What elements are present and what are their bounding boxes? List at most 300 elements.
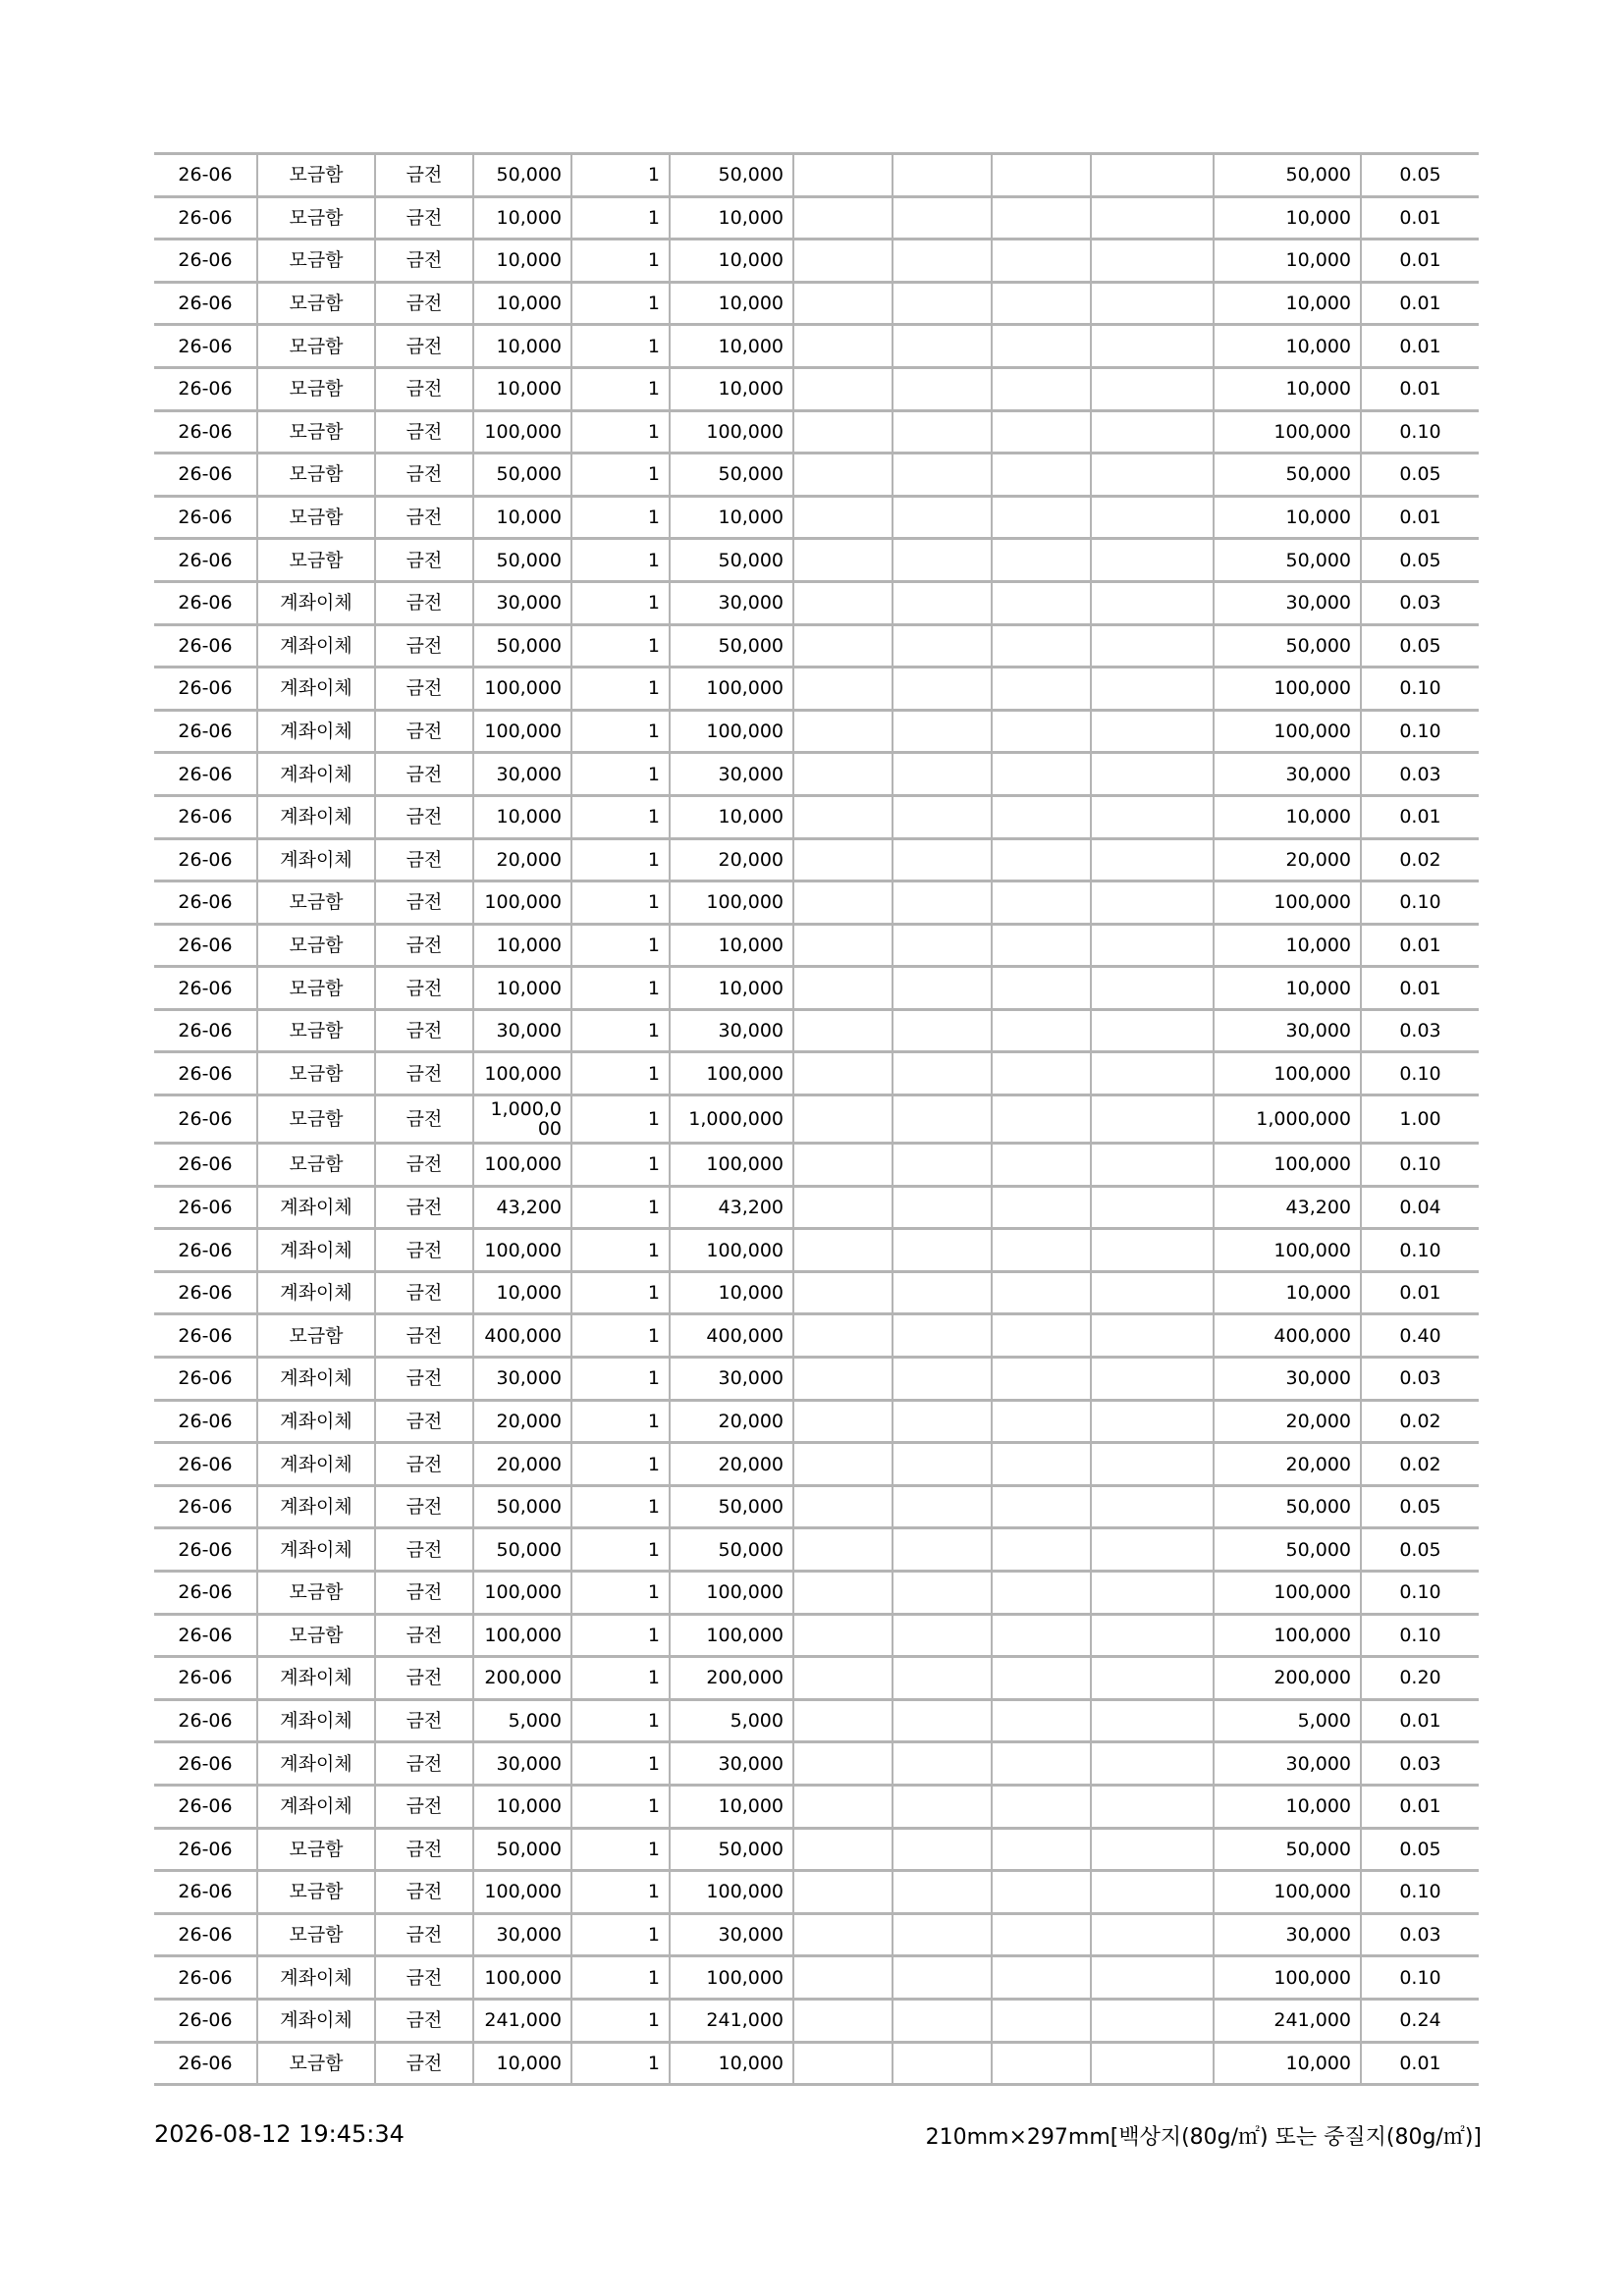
cell-blank-4 <box>1091 1785 1214 1828</box>
cell-total: 100,000 <box>1214 710 1361 753</box>
cell-amount: 30,000 <box>670 1742 793 1786</box>
cell-type: 금전 <box>375 1314 473 1358</box>
cell-total: 10,000 <box>1214 196 1361 240</box>
table-row <box>154 410 1479 454</box>
cell-month: 26-06 <box>154 2042 257 2085</box>
cell-amount: 100,000 <box>670 881 793 925</box>
cell-amount: 50,000 <box>670 1485 793 1528</box>
cell-unit-amount: 100,000 <box>473 1052 571 1095</box>
cell-amount: 10,000 <box>670 1785 793 1828</box>
cell-blank-3 <box>992 1400 1091 1443</box>
cell-blank-2 <box>893 1052 992 1095</box>
cell-quantity: 1 <box>571 624 670 667</box>
cell-blank-1 <box>793 1144 893 1187</box>
cell-total: 20,000 <box>1214 1443 1361 1486</box>
table-row <box>154 1657 1479 1700</box>
cell-method: 계좌이체 <box>257 1528 375 1572</box>
cell-quantity: 1 <box>571 240 670 283</box>
cell-blank-3 <box>992 1443 1091 1486</box>
cell-blank-3 <box>992 1999 1091 2042</box>
cell-month: 26-06 <box>154 367 257 410</box>
cell-ratio: 0.01 <box>1361 325 1479 368</box>
table-row <box>154 1785 1479 1828</box>
cell-quantity: 1 <box>571 154 670 197</box>
cell-blank-1 <box>793 753 893 796</box>
cell-ratio: 0.01 <box>1361 1785 1479 1828</box>
cell-blank-4 <box>1091 581 1214 624</box>
cell-blank-4 <box>1091 410 1214 454</box>
cell-blank-3 <box>992 539 1091 582</box>
cell-blank-4 <box>1091 1614 1214 1657</box>
table-row <box>154 1400 1479 1443</box>
cell-unit-amount: 241,000 <box>473 1999 571 2042</box>
cell-ratio: 0.10 <box>1361 1871 1479 1914</box>
cell-method: 계좌이체 <box>257 1229 375 1272</box>
cell-amount: 50,000 <box>670 539 793 582</box>
cell-total: 100,000 <box>1214 410 1361 454</box>
cell-method: 계좌이체 <box>257 624 375 667</box>
cell-total: 10,000 <box>1214 367 1361 410</box>
cell-blank-1 <box>793 2042 893 2085</box>
cell-blank-1 <box>793 1871 893 1914</box>
cell-type: 금전 <box>375 881 473 925</box>
cell-method: 계좌이체 <box>257 1999 375 2042</box>
cell-quantity: 1 <box>571 1229 670 1272</box>
cell-blank-2 <box>893 795 992 838</box>
cell-blank-1 <box>793 1009 893 1052</box>
cell-method: 계좌이체 <box>257 710 375 753</box>
cell-amount: 30,000 <box>670 1358 793 1401</box>
cell-blank-4 <box>1091 1009 1214 1052</box>
cell-month: 26-06 <box>154 1999 257 2042</box>
cell-unit-amount: 50,000 <box>473 624 571 667</box>
cell-unit-amount: 20,000 <box>473 838 571 881</box>
cell-blank-4 <box>1091 1314 1214 1358</box>
cell-blank-2 <box>893 581 992 624</box>
cell-total: 50,000 <box>1214 454 1361 497</box>
cell-type: 금전 <box>375 410 473 454</box>
cell-ratio: 0.05 <box>1361 1528 1479 1572</box>
cell-quantity: 1 <box>571 881 670 925</box>
table-row <box>154 967 1479 1010</box>
cell-total: 1,000,000 <box>1214 1095 1361 1144</box>
cell-blank-4 <box>1091 1999 1214 2042</box>
cell-blank-3 <box>992 1095 1091 1144</box>
cell-blank-2 <box>893 1742 992 1786</box>
cell-blank-1 <box>793 967 893 1010</box>
cell-amount: 100,000 <box>670 710 793 753</box>
cell-method: 모금함 <box>257 2042 375 2085</box>
cell-blank-3 <box>992 667 1091 711</box>
cell-blank-4 <box>1091 2042 1214 2085</box>
table-row <box>154 1186 1479 1229</box>
cell-unit-amount: 400,000 <box>473 1314 571 1358</box>
cell-total: 10,000 <box>1214 924 1361 967</box>
cell-type: 금전 <box>375 1485 473 1528</box>
cell-unit-amount: 30,000 <box>473 753 571 796</box>
cell-quantity: 1 <box>571 196 670 240</box>
cell-quantity: 1 <box>571 1956 670 2000</box>
table-row <box>154 1095 1479 1144</box>
cell-blank-2 <box>893 1657 992 1700</box>
cell-month: 26-06 <box>154 1828 257 1871</box>
cell-blank-3 <box>992 1871 1091 1914</box>
cell-blank-3 <box>992 1009 1091 1052</box>
cell-month: 26-06 <box>154 1052 257 1095</box>
cell-blank-1 <box>793 1742 893 1786</box>
cell-blank-3 <box>992 1314 1091 1358</box>
cell-month: 26-06 <box>154 1443 257 1486</box>
cell-ratio: 0.02 <box>1361 838 1479 881</box>
cell-total: 100,000 <box>1214 1229 1361 1272</box>
cell-total: 10,000 <box>1214 325 1361 368</box>
cell-month: 26-06 <box>154 1229 257 1272</box>
cell-total: 200,000 <box>1214 1657 1361 1700</box>
cell-type: 금전 <box>375 539 473 582</box>
cell-ratio: 0.01 <box>1361 282 1479 325</box>
cell-month: 26-06 <box>154 496 257 539</box>
cell-blank-2 <box>893 240 992 283</box>
table-row <box>154 1052 1479 1095</box>
cell-method: 계좌이체 <box>257 753 375 796</box>
cell-blank-2 <box>893 1528 992 1572</box>
cell-type: 금전 <box>375 282 473 325</box>
cell-month: 26-06 <box>154 1358 257 1401</box>
cell-blank-2 <box>893 1699 992 1742</box>
cell-blank-2 <box>893 1828 992 1871</box>
cell-blank-4 <box>1091 1871 1214 1914</box>
cell-blank-1 <box>793 1400 893 1443</box>
table-row <box>154 1699 1479 1742</box>
cell-method: 모금함 <box>257 1871 375 1914</box>
cell-total: 10,000 <box>1214 1785 1361 1828</box>
cell-amount: 10,000 <box>670 2042 793 2085</box>
cell-blank-1 <box>793 795 893 838</box>
cell-month: 26-06 <box>154 838 257 881</box>
cell-total: 241,000 <box>1214 1999 1361 2042</box>
cell-blank-3 <box>992 1229 1091 1272</box>
cell-blank-2 <box>893 2042 992 2085</box>
cell-amount: 30,000 <box>670 1913 793 1956</box>
cell-blank-1 <box>793 838 893 881</box>
cell-quantity: 1 <box>571 795 670 838</box>
cell-blank-3 <box>992 454 1091 497</box>
cell-blank-3 <box>992 1785 1091 1828</box>
cell-quantity: 1 <box>571 1657 670 1700</box>
cell-ratio: 0.10 <box>1361 1572 1479 1615</box>
table-row <box>154 539 1479 582</box>
cell-blank-4 <box>1091 240 1214 283</box>
cell-quantity: 1 <box>571 367 670 410</box>
cell-blank-2 <box>893 1572 992 1615</box>
cell-blank-3 <box>992 1657 1091 1700</box>
cell-quantity: 1 <box>571 581 670 624</box>
cell-total: 10,000 <box>1214 496 1361 539</box>
table-row <box>154 1314 1479 1358</box>
cell-unit-amount: 200,000 <box>473 1657 571 1700</box>
cell-unit-amount: 100,000 <box>473 881 571 925</box>
table-row <box>154 581 1479 624</box>
table-row <box>154 1572 1479 1615</box>
cell-amount: 30,000 <box>670 1009 793 1052</box>
cell-blank-2 <box>893 539 992 582</box>
cell-total: 20,000 <box>1214 1400 1361 1443</box>
cell-blank-2 <box>893 1485 992 1528</box>
cell-blank-1 <box>793 539 893 582</box>
cell-blank-1 <box>793 667 893 711</box>
cell-blank-1 <box>793 1229 893 1272</box>
cell-unit-amount: 30,000 <box>473 581 571 624</box>
cell-type: 금전 <box>375 1572 473 1615</box>
cell-method: 계좌이체 <box>257 1742 375 1786</box>
cell-ratio: 0.40 <box>1361 1314 1479 1358</box>
cell-ratio: 0.01 <box>1361 924 1479 967</box>
cell-ratio: 0.01 <box>1361 240 1479 283</box>
cell-quantity: 1 <box>571 967 670 1010</box>
cell-blank-3 <box>992 496 1091 539</box>
cell-blank-4 <box>1091 1828 1214 1871</box>
cell-blank-1 <box>793 1443 893 1486</box>
cell-type: 금전 <box>375 1095 473 1144</box>
cell-total: 100,000 <box>1214 1572 1361 1615</box>
cell-unit-amount: 100,000 <box>473 1229 571 1272</box>
cell-method: 모금함 <box>257 1828 375 1871</box>
cell-month: 26-06 <box>154 881 257 925</box>
cell-month: 26-06 <box>154 454 257 497</box>
cell-type: 금전 <box>375 1913 473 1956</box>
cell-blank-3 <box>992 154 1091 197</box>
cell-blank-3 <box>992 1358 1091 1401</box>
cell-ratio: 0.05 <box>1361 454 1479 497</box>
cell-blank-2 <box>893 1314 992 1358</box>
cell-ratio: 0.10 <box>1361 1956 1479 2000</box>
cell-blank-4 <box>1091 1400 1214 1443</box>
cell-month: 26-06 <box>154 1186 257 1229</box>
cell-type: 금전 <box>375 838 473 881</box>
cell-type: 금전 <box>375 325 473 368</box>
cell-blank-2 <box>893 1229 992 1272</box>
cell-blank-4 <box>1091 1528 1214 1572</box>
cell-total: 5,000 <box>1214 1699 1361 1742</box>
cell-amount: 50,000 <box>670 154 793 197</box>
cell-month: 26-06 <box>154 1095 257 1144</box>
cell-blank-4 <box>1091 1572 1214 1615</box>
cell-blank-2 <box>893 1095 992 1144</box>
cell-blank-2 <box>893 1009 992 1052</box>
table-row <box>154 1443 1479 1486</box>
cell-type: 금전 <box>375 2042 473 2085</box>
cell-total: 30,000 <box>1214 753 1361 796</box>
cell-ratio: 0.01 <box>1361 196 1479 240</box>
cell-ratio: 0.01 <box>1361 2042 1479 2085</box>
cell-blank-2 <box>893 1871 992 1914</box>
cell-blank-3 <box>992 282 1091 325</box>
cell-blank-3 <box>992 1485 1091 1528</box>
table-row <box>154 2042 1479 2085</box>
cell-quantity: 1 <box>571 1572 670 1615</box>
cell-unit-amount: 100,000 <box>473 410 571 454</box>
cell-blank-2 <box>893 367 992 410</box>
cell-blank-3 <box>992 795 1091 838</box>
cell-amount: 100,000 <box>670 1871 793 1914</box>
cell-blank-3 <box>992 924 1091 967</box>
cell-amount: 50,000 <box>670 1528 793 1572</box>
cell-total: 43,200 <box>1214 1186 1361 1229</box>
table-row <box>154 1528 1479 1572</box>
cell-blank-1 <box>793 881 893 925</box>
cell-method: 계좌이체 <box>257 667 375 711</box>
cell-month: 26-06 <box>154 1400 257 1443</box>
table-row <box>154 496 1479 539</box>
cell-amount: 10,000 <box>670 795 793 838</box>
cell-unit-amount: 100,000 <box>473 667 571 711</box>
cell-quantity: 1 <box>571 454 670 497</box>
cell-ratio: 0.04 <box>1361 1186 1479 1229</box>
table-row <box>154 454 1479 497</box>
table-row <box>154 1828 1479 1871</box>
cell-quantity: 1 <box>571 1009 670 1052</box>
cell-total: 10,000 <box>1214 967 1361 1010</box>
cell-total: 10,000 <box>1214 795 1361 838</box>
cell-ratio: 0.01 <box>1361 1699 1479 1742</box>
cell-blank-4 <box>1091 924 1214 967</box>
cell-total: 10,000 <box>1214 240 1361 283</box>
cell-blank-1 <box>793 1828 893 1871</box>
cell-unit-amount: 100,000 <box>473 1572 571 1615</box>
cell-month: 26-06 <box>154 1144 257 1187</box>
cell-type: 금전 <box>375 1699 473 1742</box>
cell-unit-amount: 10,000 <box>473 924 571 967</box>
cell-unit-amount: 20,000 <box>473 1400 571 1443</box>
table-row <box>154 1144 1479 1187</box>
cell-quantity: 1 <box>571 753 670 796</box>
cell-blank-2 <box>893 1271 992 1314</box>
cell-month: 26-06 <box>154 325 257 368</box>
cell-ratio: 0.03 <box>1361 1358 1479 1401</box>
cell-blank-1 <box>793 282 893 325</box>
cell-amount: 50,000 <box>670 454 793 497</box>
cell-amount: 5,000 <box>670 1699 793 1742</box>
cell-month: 26-06 <box>154 1785 257 1828</box>
cell-ratio: 0.10 <box>1361 667 1479 711</box>
table-row <box>154 325 1479 368</box>
cell-blank-4 <box>1091 154 1214 197</box>
cell-type: 금전 <box>375 196 473 240</box>
cell-blank-4 <box>1091 1657 1214 1700</box>
cell-total: 100,000 <box>1214 1956 1361 2000</box>
cell-unit-amount: 10,000 <box>473 795 571 838</box>
table-row <box>154 1742 1479 1786</box>
cell-blank-3 <box>992 367 1091 410</box>
cell-blank-2 <box>893 710 992 753</box>
table-row <box>154 1999 1479 2042</box>
cell-unit-amount: 50,000 <box>473 1485 571 1528</box>
table-row <box>154 1913 1479 1956</box>
cell-total: 50,000 <box>1214 1528 1361 1572</box>
cell-amount: 100,000 <box>670 1572 793 1615</box>
cell-blank-3 <box>992 196 1091 240</box>
cell-unit-amount: 10,000 <box>473 2042 571 2085</box>
cell-total: 50,000 <box>1214 1828 1361 1871</box>
cell-method: 모금함 <box>257 496 375 539</box>
cell-type: 금전 <box>375 154 473 197</box>
cell-ratio: 0.02 <box>1361 1400 1479 1443</box>
table-row <box>154 367 1479 410</box>
cell-type: 금전 <box>375 967 473 1010</box>
cell-amount: 43,200 <box>670 1186 793 1229</box>
cell-total: 10,000 <box>1214 282 1361 325</box>
cell-quantity: 1 <box>571 1095 670 1144</box>
cell-type: 금전 <box>375 1400 473 1443</box>
cell-blank-4 <box>1091 881 1214 925</box>
cell-month: 26-06 <box>154 1614 257 1657</box>
cell-total: 100,000 <box>1214 667 1361 711</box>
cell-quantity: 1 <box>571 1913 670 1956</box>
cell-month: 26-06 <box>154 1956 257 2000</box>
cell-type: 금전 <box>375 1785 473 1828</box>
cell-unit-amount: 10,000 <box>473 240 571 283</box>
cell-quantity: 1 <box>571 410 670 454</box>
cell-total: 20,000 <box>1214 838 1361 881</box>
table-row <box>154 1358 1479 1401</box>
cell-amount: 400,000 <box>670 1314 793 1358</box>
cell-amount: 50,000 <box>670 1828 793 1871</box>
cell-unit-amount: 5,000 <box>473 1699 571 1742</box>
cell-method: 모금함 <box>257 1614 375 1657</box>
cell-method: 계좌이체 <box>257 1443 375 1486</box>
cell-blank-2 <box>893 1358 992 1401</box>
cell-method: 계좌이체 <box>257 1400 375 1443</box>
table-row <box>154 624 1479 667</box>
cell-unit-amount: 10,000 <box>473 367 571 410</box>
cell-blank-4 <box>1091 838 1214 881</box>
cell-quantity: 1 <box>571 1699 670 1742</box>
cell-amount: 100,000 <box>670 1144 793 1187</box>
cell-ratio: 0.10 <box>1361 1052 1479 1095</box>
cell-ratio: 0.10 <box>1361 1229 1479 1272</box>
cell-method: 계좌이체 <box>257 1785 375 1828</box>
cell-month: 26-06 <box>154 1485 257 1528</box>
cell-quantity: 1 <box>571 838 670 881</box>
cell-method: 모금함 <box>257 1572 375 1615</box>
cell-amount: 10,000 <box>670 240 793 283</box>
cell-quantity: 1 <box>571 1742 670 1786</box>
cell-blank-2 <box>893 1144 992 1187</box>
cell-unit-amount: 10,000 <box>473 496 571 539</box>
cell-blank-2 <box>893 196 992 240</box>
cell-blank-2 <box>893 1913 992 1956</box>
cell-quantity: 1 <box>571 325 670 368</box>
donation-ledger-table <box>154 152 1479 2086</box>
cell-blank-2 <box>893 1186 992 1229</box>
cell-ratio: 0.03 <box>1361 1913 1479 1956</box>
cell-total: 30,000 <box>1214 1358 1361 1401</box>
cell-type: 금전 <box>375 795 473 838</box>
cell-quantity: 1 <box>571 1052 670 1095</box>
cell-ratio: 0.03 <box>1361 1742 1479 1786</box>
cell-blank-4 <box>1091 454 1214 497</box>
table-row <box>154 1009 1479 1052</box>
cell-method: 계좌이체 <box>257 1485 375 1528</box>
cell-type: 금전 <box>375 753 473 796</box>
cell-blank-3 <box>992 1828 1091 1871</box>
cell-method: 모금함 <box>257 1009 375 1052</box>
cell-blank-4 <box>1091 753 1214 796</box>
cell-month: 26-06 <box>154 196 257 240</box>
cell-blank-3 <box>992 410 1091 454</box>
cell-blank-1 <box>793 1657 893 1700</box>
cell-blank-4 <box>1091 1443 1214 1486</box>
